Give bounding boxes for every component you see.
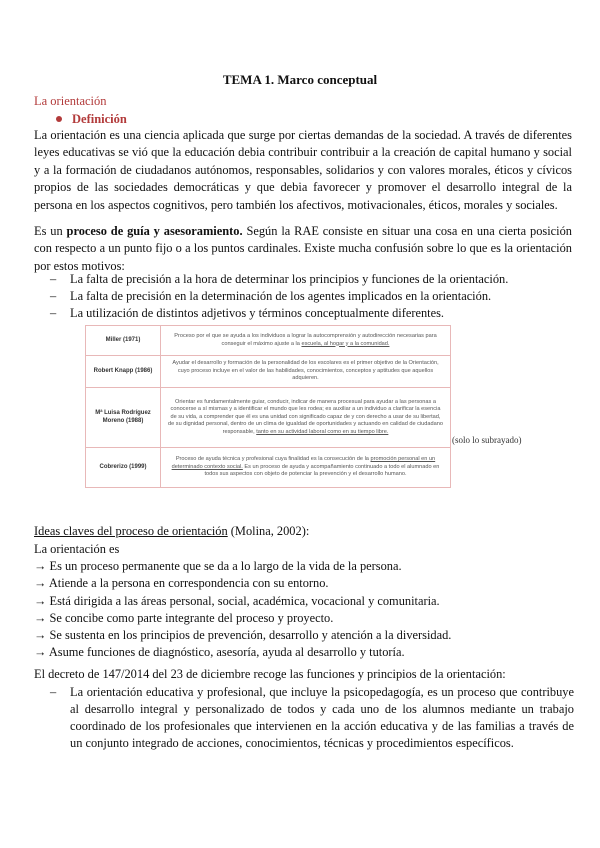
list-item: – La falta de precisión en la determinación de los agentes implicados en la orientación. (34, 288, 574, 305)
author-cell: Robert Knapp (1986) (86, 356, 161, 388)
table-row (86, 388, 451, 448)
list-item (34, 558, 574, 575)
subheading (56, 112, 127, 127)
paragraph-definition (34, 223, 572, 275)
definition-underlined: tanto en su actividad laboral como en su tiempo libre. (256, 428, 389, 435)
idea-text: Se concibe como parte integrante del proceso y proyecto. (49, 610, 334, 625)
table-row (86, 448, 451, 488)
ideas-citation: (Molina, 2002): (227, 524, 310, 538)
arrow-icon: → (34, 610, 47, 625)
table-note: (solo lo subrayado) (452, 435, 522, 445)
ideas-block (34, 541, 574, 661)
bullet-dot-icon (56, 116, 62, 122)
definition-underlined: escuela, al hogar y a la comunidad. (301, 340, 390, 347)
table-row (86, 326, 451, 356)
definition-text: Proceso de ayuda técnica y profesional cuya finalidad es la consecución de la (175, 456, 369, 463)
idea-text: Está dirigida a las áreas personal, social, académica, vocacional y comunitaria. (49, 593, 440, 608)
arrow-icon: → (34, 645, 47, 660)
motivos-list (34, 271, 574, 322)
arrow-icon: → (34, 576, 47, 591)
author-cell: Mª Luisa Rodríguez Moreno (1988) (86, 388, 161, 448)
definitions-table (85, 325, 451, 488)
definition-cell (161, 326, 451, 356)
list-item (34, 593, 574, 610)
ideas-list (34, 558, 574, 661)
list-item (34, 575, 574, 592)
list-item (34, 627, 574, 644)
arrow-icon: → (34, 628, 47, 643)
page-title: TEMA 1. Marco conceptual (222, 72, 378, 87)
author-cell: Miller (1971) (86, 326, 161, 356)
paragraph-definition-pre: Es un (34, 224, 67, 238)
definition-underlined: promoción personal en un determinado contexto social. (171, 456, 436, 470)
ideas-heading (34, 524, 309, 539)
author-cell: Cobrerizo (1999) (86, 448, 161, 488)
definition-text: Orientar es fundamentalmente guiar, conducir, indicar de manera procesual para ayudar a las personas a conocerse a sí mismas y a identificar el mundo que les rodea; es auxiliar a un individuo a clarificar la esencia de su vida, a comprender que él es una unidad con significado capaz de y con derecho a usar de su libertad, de su dignidad personal, dentro de un clima de igualdad de oportunidades y actuando en calidad de ciudadano responsable, (168, 398, 443, 435)
ideas-heading-title: Ideas claves del proceso de orientación (34, 524, 228, 538)
ideas-intro: La orientación es (34, 542, 120, 556)
list-item: – La falta de precisión a la hora de determinar los principios y funciones de la orientación. (34, 271, 574, 288)
arrow-icon: → (34, 593, 47, 608)
definition-cell (161, 448, 451, 488)
list-item (34, 610, 574, 627)
subheading-label: Definición (72, 112, 127, 126)
section-heading: La orientación (34, 94, 107, 108)
definition-text: Ayudar el desarrollo y formación de la personalidad de los escolares es el primer objetivo de la Orientación, cuyo proceso incluye en el valor de las habilidades, conocimientos, conceptos y aptitudes que aquellos adquieren. (172, 360, 439, 382)
decree-paragraph: El decreto de 147/2014 del 23 de diciembre recoge las funciones y principios de la orientación: (34, 667, 506, 681)
paragraph-definition-post: Según la RAE consiste en situar una cosa en una cierta posición con respecto a un punto fijo o a los puntos cardinales. Existe mucha confusión sobre lo que es la orientación por estos motivos: (34, 224, 572, 273)
paragraph-definition-bold: proceso de guía y asesoramiento. (66, 224, 243, 238)
definition-cell (161, 388, 451, 448)
definition-cell (161, 356, 451, 388)
decree-list (34, 684, 574, 752)
table-row (86, 356, 451, 388)
list-item: – La orientación educativa y profesional, que incluye la psicopedagogía, es un proceso que contribuye al desarrollo integral y personalizado de todos y cada uno de los alumnos mediante un trabajo coordinado de los profesionales que intervienen en la acción educativa y de las familias a través de un conjunto integrado de acciones, conocimientos, técnicas y procedimientos específicos. (34, 684, 574, 752)
idea-text: Es un proceso permanente que se da a lo largo de la vida de la persona. (49, 559, 402, 574)
idea-text: Se sustenta en los principios de prevención, desarrollo y atención a la diversidad. (49, 628, 452, 643)
definition-text: Proceso por el que se ayuda a los individuos a lograr la autocomprensión y autodirección necesarias para conseguir el máximo ajuste a la (174, 333, 437, 347)
arrow-icon: → (34, 559, 47, 574)
paragraph-intro: La orientación es una ciencia aplicada que surge por ciertas demandas de la sociedad. A través de diferentes leyes educativas se vió que la educación debia contribuir contribuir a la creación de capital humano y social y a la formación de ciudadanos autónomos, responsables, solidarios y con valores morales, éticos y cívicos propios de las sociedades democráticas y que debia favorecer y promover el desarrollo integral de la persona en los aspectos cognitivos, pero también los afectivos, motivacionales, éticos, morales y sociales. (34, 128, 572, 212)
list-item (34, 644, 574, 661)
definition-text-cont: Es un proceso de ayuda y acompañamiento continuado a todo el alumnado en todos sus aspectos con objeto de potenciar la prevención y el desarrollo humano. (204, 463, 440, 478)
idea-text: Asume funciones de diagnóstico, asesoría, ayuda al desarrollo y tutoría. (48, 645, 405, 660)
idea-text: Atiende a la persona en correspondencia con su entorno. (48, 576, 329, 591)
list-item: – La utilización de distintos adjetivos y términos conceptualmente diferentes. (34, 305, 574, 322)
